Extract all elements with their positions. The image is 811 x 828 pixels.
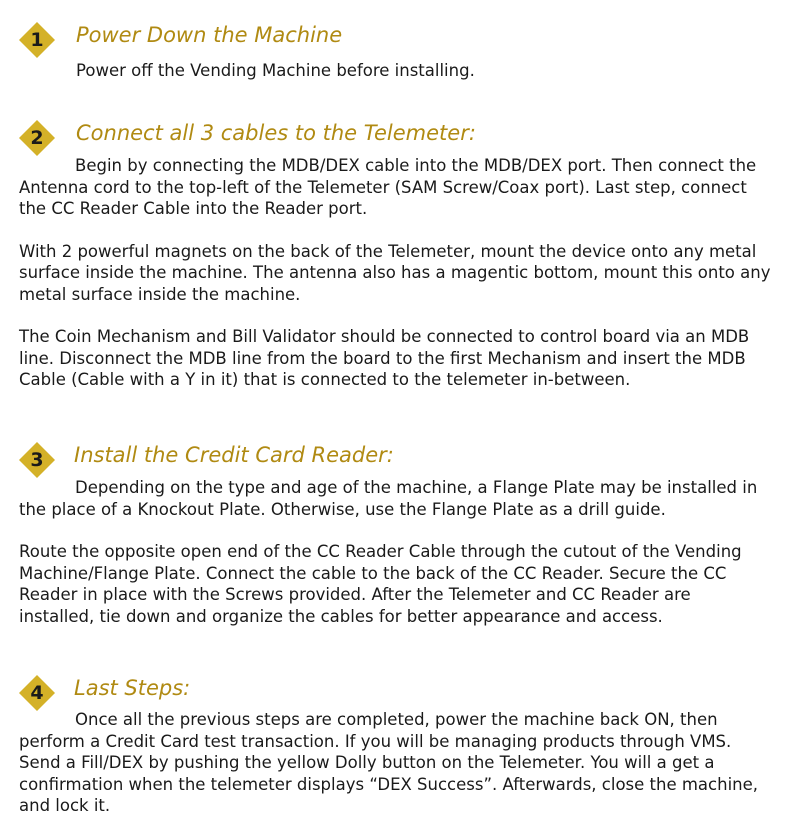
text-line: Begin by connecting the MDB/DEX cable into the MDB/DEX port. Then connect the: [75, 156, 757, 175]
text-line: Machine/Flange Plate. Connect the cable to the back of the CC Reader. Secure the CC: [19, 563, 727, 583]
text-line: Cable (Cable with a Y in it) that is connected to the telemeter in-between.: [19, 370, 631, 389]
step-number-badge: [19, 675, 55, 711]
text-line: The Coin Mechanism and Bill Validator should be connected to control board via an MDB: [19, 327, 750, 346]
text-line: line. Disconnect the MDB line from the board to the first Mechanism and insert the MDB: [19, 348, 746, 368]
text-line: metal surface inside the machine.: [19, 284, 301, 304]
text-line: Route the opposite open end of the CC Reader Cable through the cutout of the Vending: [19, 542, 742, 561]
step-number-badge: [19, 120, 55, 156]
step-3-header: [0, 440, 811, 480]
text-line: the CC Reader Cable into the Reader port.: [19, 199, 368, 218]
text-line: confirmation when the telemeter displays “DEX Success”. Afterwards, close the machine,: [19, 774, 759, 794]
step-4-header: [0, 673, 811, 713]
step-body: [19, 709, 803, 817]
step-title: Power Down the Machine: [76, 23, 343, 47]
paragraph: [19, 541, 803, 627]
step-number-badge: [19, 442, 55, 478]
step-1: [0, 20, 811, 82]
step-3: [0, 440, 811, 627]
step-number: 2: [30, 127, 44, 149]
step-4: [0, 673, 811, 817]
step-title: Last Steps:: [74, 676, 191, 700]
text-line: Antenna cord to the top-left of the Telemeter (SAM Screw/Coax port). Last step, connect: [19, 177, 747, 197]
step-body: [19, 155, 803, 391]
paragraph: [19, 326, 803, 391]
text-line: Once all the previous steps are completed, power the machine back ON, then: [75, 710, 718, 729]
text-line: and lock it.: [19, 796, 111, 815]
text-line: perform a Credit Card test transaction. If you will be managing products through VMS.: [19, 731, 732, 751]
paragraph: [19, 477, 803, 520]
text-line: Depending on the type and age of the machine, a Flange Plate may be installed in: [75, 478, 758, 497]
step-number: 4: [30, 682, 44, 704]
step-body: [19, 477, 803, 627]
text-line: surface inside the machine. The antenna also has a magentic bottom, mount this onto any: [19, 263, 771, 282]
step-2: [0, 118, 811, 391]
text-line: Send a Fill/DEX by pushing the yellow Dolly button on the Telemeter. You will a get a: [19, 753, 715, 772]
step-1-header: [0, 20, 811, 60]
text-line: installed, tie down and organize the cables for better appearance and access.: [19, 606, 663, 626]
text-line: the place of a Knockout Plate. Otherwise, use the Flange Plate as a drill guide.: [19, 499, 666, 519]
step-number: 1: [30, 29, 44, 51]
step-title: Install the Credit Card Reader:: [74, 443, 394, 467]
paragraph: [19, 155, 803, 220]
text-line: Reader in place with the Screws provided. After the Telemeter and CC Reader are: [19, 585, 691, 604]
step-number: 3: [30, 449, 44, 471]
step-2-header: [0, 118, 811, 158]
paragraph: [19, 709, 803, 817]
text-line: Power off the Vending Machine before installing.: [76, 61, 475, 80]
text-line: With 2 powerful magnets on the back of the Telemeter, mount the device onto any metal: [19, 241, 757, 261]
step-title: Connect all 3 cables to the Telemeter:: [76, 121, 476, 145]
paragraph: [19, 241, 803, 306]
step-body: [19, 60, 803, 82]
step-number-badge: [19, 22, 55, 58]
